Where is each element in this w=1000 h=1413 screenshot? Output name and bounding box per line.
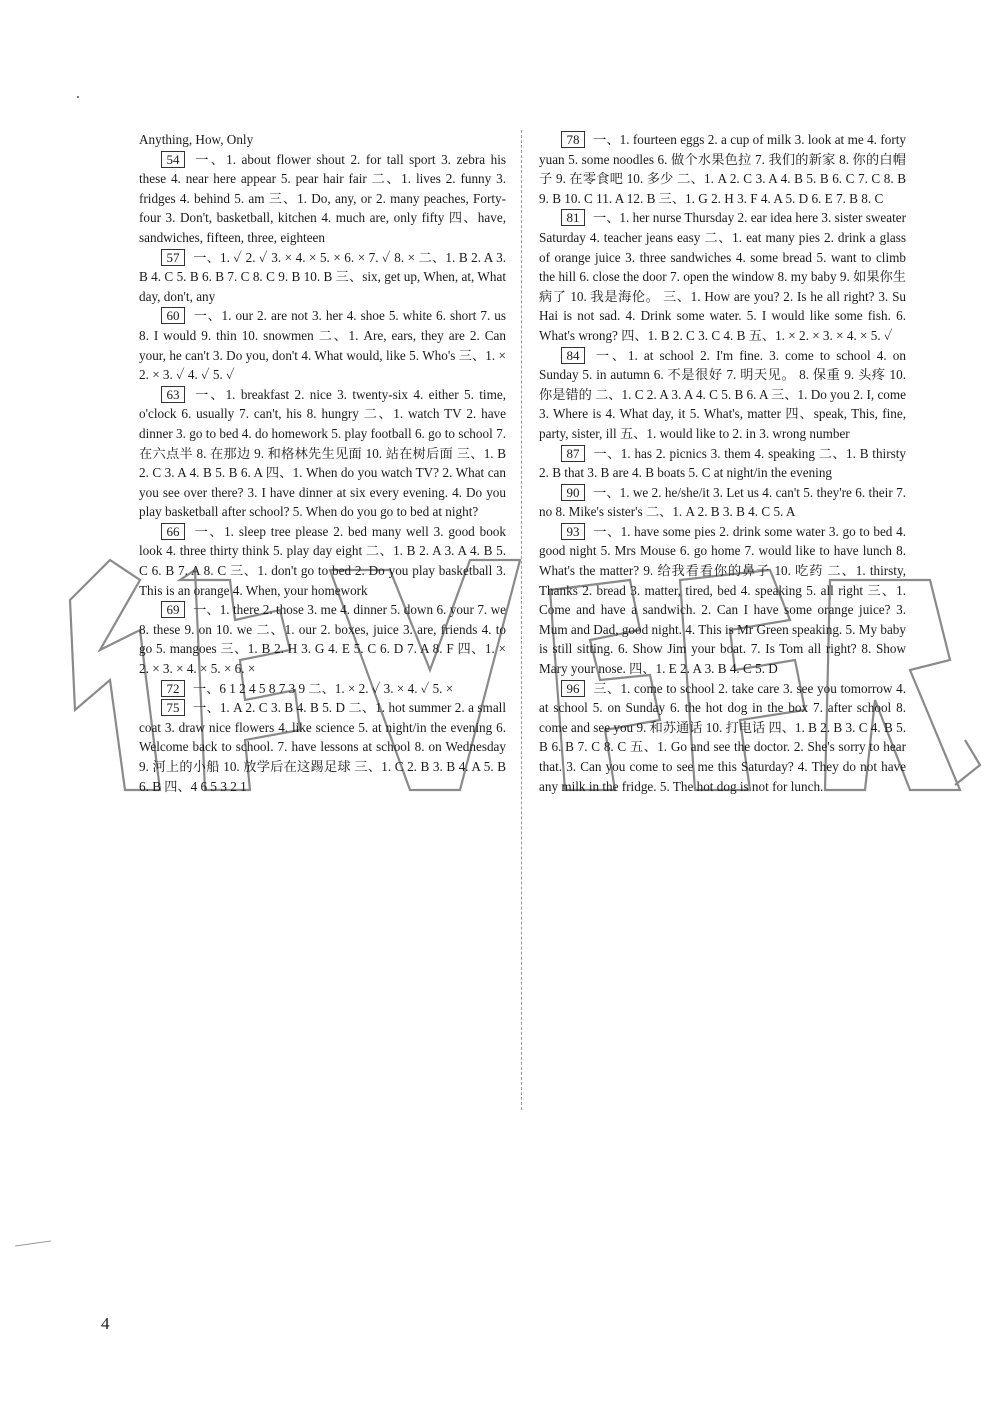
- answer-text: 一、1. we 2. he/she/it 3. Let us 4. can't 5. they're 6. their 7. no 8. Mike's sister's 二、1. A 2. B 3. B 4. C 5. A: [539, 484, 906, 520]
- answer-block: [539, 130, 906, 208]
- page-ref-box: 93: [561, 523, 585, 540]
- answer-text: 一、1. breakfast 2. nice 3. twenty-six 4. either 5. time, o'clock 6. usually 7. can't, his 8. hungry 二、1. watch TV 2. have dinner 3. go to bed 4. do homework 5. play football 6. go to school 7. 在六点半 8. 在那边 9. 和格林先生见面 10. 站在树后面 三、1. B 2. C 3. A 4. B 5. B 6. A 四、1. When do you watch TV? 2. What can you see over there? 3. I have dinner at six every evening. 4. Do you play basketball after school? 5. When do you go to bed at night?: [139, 386, 506, 520]
- answer-text: 一、1. has 2. picnics 3. them 4. speaking 二、1. B thirsty 2. B that 3. B are 4. B boats 5. C at night/in the evening: [539, 445, 906, 481]
- answer-block: [539, 679, 906, 797]
- answer-block: [139, 130, 506, 150]
- page-ref-box: 78: [561, 131, 585, 148]
- answer-block: [539, 522, 906, 679]
- answer-block: [139, 679, 506, 699]
- answer-text: 一、1. ✓ 2. ✓ 3. × 4. × 5. × 6. × 7. ✓ 8. × 二、1. B 2. A 3. B 4. C 5. B 6. B 7. C 8. C 9. B 10. B 三、six, get up, When, at, What day, don't, any: [139, 249, 506, 304]
- page-ref-box: 90: [561, 484, 585, 501]
- right-column: [539, 130, 906, 796]
- answer-block: [539, 208, 906, 345]
- page-ref-box: 84: [561, 347, 585, 364]
- margin-mark: [15, 1240, 51, 1246]
- answer-block: [539, 346, 906, 444]
- answer-text: 一、1. at school 2. I'm fine. 3. come to school 4. on Sunday 5. in autumn 6. 不是很好 7. 明天见。 8. 保重 9. 头疼 10. 你是错的 二、1. C 2. A 3. A 4. C 5. B 6. A 三、1. Do you 2. I, come 3. Where is 4. What day, it 5. What's, matter 四、speak, This, fine, party, sister, ill 五、1. would like to 2. in 3. wrong number: [539, 347, 906, 441]
- answer-text: 一、1. have some pies 2. drink some water 3. go to bed 4. good night 5. Mrs Mouse 6. go home 7. would like to have lunch 8. What's the matter? 9. 给我看看你的鼻子 10. 吃药 二、1. thirsty, Thanks 2. bread 3. matter, tired, bed 4. speaking 5. all right 三、1. Come and have a sandwich. 2. Can I have some orange juice? 3. Mum and Dad, good night. 4. This is Mr Green speaking. 5. My baby is still sitting. 6. Show Jim your boat. 7. Is Tom all right? 8. Show Mary your nose. 四、1. E 2. A 3. B 4. C 5. D: [539, 523, 906, 677]
- page-ref-box: 96: [561, 680, 585, 697]
- page-ref-box: 72: [161, 680, 185, 697]
- answer-text: 一、1. fourteen eggs 2. a cup of milk 3. look at me 4. forty yuan 5. some noodles 6. 做个水果色拉 7. 我们的新家 8. 你的白帽子 9. 在零食吧 10. 多少 二、1. A 2. C 3. A 4. B 5. B 6. C 7. C 8. B 9. B 10. C 11. A 12. B 三、1. G 2. H 3. F 4. A 5. D 6. E 7. B 8. C: [539, 132, 906, 206]
- answer-block: [539, 483, 906, 522]
- answer-text: 一、1. our 2. are not 3. her 4. shoe 5. white 6. short 7. us 8. I would 9. thin 10. snowmen 二、1. Are, ears, they are 2. Can your, he can't 3. Do you, don't 4. What would, like 5. Who's 三、1. × 2. × 3. ✓ 4. ✓ 5. ✓: [139, 308, 506, 383]
- left-column: [139, 130, 506, 796]
- page-ref-box: 87: [561, 445, 585, 462]
- answer-text: 三、1. come to school 2. take care 3. see you tomorrow 4. at school 5. on Sunday 6. the hot dog in the box 7. after school 8. come and see you 9. 和苏通话 10. 打电话 四、1. B 2. B 3. C 4. B 5. B 6. B 7. C 8. C 五、1. Go and see the doctor. 2. She's sorry to hear that. 3. Can you come to see me this Saturday? 4. They do not have any milk in the fridge. 5. The hot dog is not for lunch.: [539, 680, 906, 794]
- page-ref-box: 63: [161, 386, 185, 403]
- page-ref-box: 66: [161, 523, 185, 540]
- answer-text: 一、1. her nurse Thursday 2. ear idea here 3. sister sweater Saturday 4. teacher jeans easy 二、1. eat many pies 2. drink a glass of orange juice 3. three sandwiches 4. some bread 5. want to climb the hill 6. close the door 7. open the window 8. my baby 9. 如果你生病了 10. 我是海伦。 三、1. How are you? 2. Is he all right? 3. Su Hai is not sad. 4. Drink some water. 5. I would like some fish. 6. What's wrong? 四、1. B 2. C 3. C 4. B 五、1. × 2. × 3. × 4. × 5. ✓: [539, 210, 906, 343]
- answer-block: [139, 600, 506, 678]
- answer-block: [139, 698, 506, 796]
- page-ref-box: 54: [161, 151, 185, 168]
- answer-text: 一、1. sleep tree please 2. bed many well 3. good book look 4. three thirty think 5. play day eight 二、1. B 2. A 3. A 4. B 5. C 6. B 7. A 8. C 三、1. don't go to bed 2. Do you play basketball 3. This is an orange 4. When, your homework: [139, 523, 506, 598]
- page-number: 4: [101, 1314, 110, 1333]
- answer-text: 一、1. about flower shout 2. for tall sport 3. zebra his these 4. near here appear 5. pear hair fair 二、1. lives 2. funny 3. fridges 4. behind 5. am 三、1. Do, any, or 2. many peaches, Forty-four 3. Don't, basketball, kitchen 4. much are, only fifty 四、have, sandwiches, fifteen, three, eighteen: [139, 151, 506, 245]
- page-ref-box: 69: [161, 601, 185, 618]
- speck-dot: [77, 96, 79, 98]
- answer-text: Anything, How, Only: [139, 132, 254, 147]
- page-ref-box: 75: [161, 699, 185, 716]
- answer-block: [539, 444, 906, 483]
- column-divider: [521, 130, 522, 1110]
- page-ref-box: 57: [161, 249, 185, 266]
- answer-block: [139, 248, 506, 307]
- page-ref-box: 81: [561, 209, 585, 226]
- answer-text: 一、1. there 2. those 3. me 4. dinner 5. down 6. your 7. we 8. these 9. on 10. we 二、1. our 2. boxes, juice 3. are, friends 4. to go 5. mangoes 三、1. B 2. H 3. G 4. E 5. C 6. D 7. A 8. F 四、1. × 2. × 3. × 4. × 5. × 6. ×: [139, 602, 506, 677]
- page-ref-box: 60: [161, 307, 185, 324]
- answer-text: 一、1. A 2. C 3. B 4. B 5. D 二、1. hot summer 2. a small coat 3. draw nice flowers 4. like science 5. at night/in the evening 6. Welcome back to school. 7. have lessons at school 8. on Wednesday 9. 河上的小船 10. 放学后在这踢足球 三、1. C 2. B 3. B 4. A 5. B 6. B 四、4 6 5 3 2 1: [139, 700, 506, 794]
- answer-block: [139, 150, 506, 248]
- answer-block: [139, 306, 506, 384]
- answer-text: 一、6 1 2 4 5 8 7 3 9 二、1. × 2. ✓ 3. × 4. ✓ 5. ×: [193, 680, 454, 696]
- answer-block: [139, 385, 506, 522]
- answer-block: [139, 522, 506, 600]
